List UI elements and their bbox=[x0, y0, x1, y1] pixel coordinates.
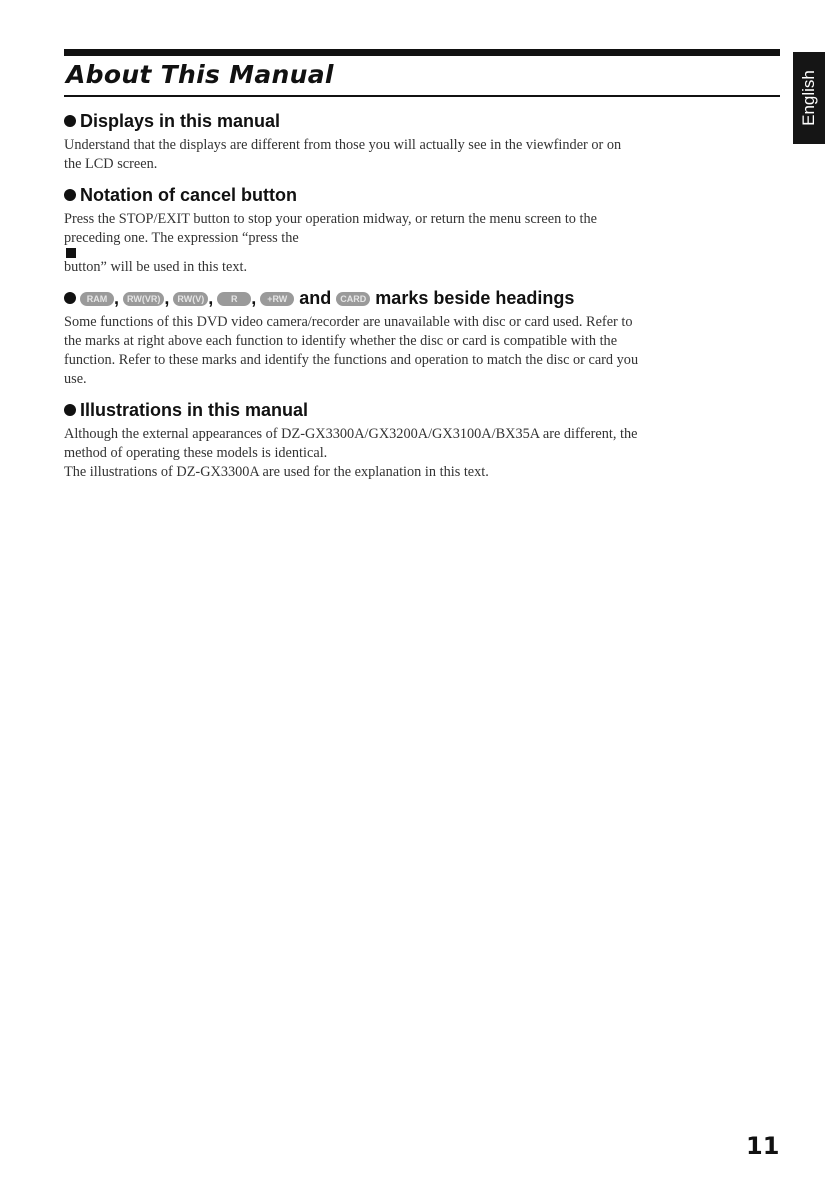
section-body-disc-marks bbox=[64, 313, 784, 389]
bullet-icon bbox=[64, 292, 76, 304]
heading-tail: marks beside headings bbox=[375, 288, 575, 308]
section-heading-illustrations: Illustrations in this manual bbox=[64, 397, 784, 423]
page-number: 11 bbox=[746, 1132, 780, 1160]
section-body-illustrations bbox=[64, 425, 784, 482]
body-line: Press the STOP/EXIT button to stop your operation midway, or return the menu screen to the bbox=[64, 211, 597, 227]
section-body-displays bbox=[64, 136, 784, 174]
bullet-icon bbox=[64, 404, 76, 416]
page-title: About This Manual bbox=[66, 60, 334, 89]
language-tab bbox=[793, 52, 825, 144]
body-line: Understand that the displays are different from those you will actually see in the viewfinder or on bbox=[64, 137, 622, 153]
body-line: use. bbox=[64, 371, 87, 387]
disc-mark-plus-rw-icon: +RW bbox=[260, 292, 294, 306]
section-heading-displays: Displays in this manual bbox=[64, 108, 784, 134]
body-line: Although the external appearances of DZ-GX3300A/GX3200A/GX3100A/BX35A are different, the bbox=[64, 426, 638, 442]
heading-and: and bbox=[299, 288, 332, 308]
title-underline bbox=[64, 95, 780, 97]
bullet-icon bbox=[64, 115, 76, 127]
body-line: The illustrations of DZ-GX3300A are used for the explanation in this text. bbox=[64, 464, 489, 480]
body-line: function. Refer to these marks and identify the functions and operation to match the disc or card you bbox=[64, 352, 639, 368]
section-heading-disc-marks: RAM , RW(VR) , RW(V) , R , +RW and CARD marks beside headings bbox=[64, 285, 784, 311]
disc-mark-ram-icon: RAM bbox=[80, 292, 114, 306]
body-line: the marks at right above each function to identify whether the disc or card is compatible with the bbox=[64, 333, 618, 349]
body-line: the LCD screen. bbox=[64, 156, 158, 172]
section-heading-cancel-button: Notation of cancel button bbox=[64, 182, 784, 208]
section-body-cancel-button bbox=[64, 210, 784, 277]
disc-mark-rw-vr-icon: RW(VR) bbox=[123, 292, 164, 306]
disc-mark-card-icon: CARD bbox=[336, 292, 370, 306]
body-line: preceding one. The expression “press the button” will be used in this text. bbox=[64, 230, 299, 275]
disc-mark-rw-v-icon: RW(V) bbox=[173, 292, 208, 306]
body-line: Some functions of this DVD video camera/recorder are unavailable with disc or card used. Refer to bbox=[64, 314, 633, 330]
page-content bbox=[64, 108, 784, 490]
disc-mark-r-icon: R bbox=[217, 292, 251, 306]
top-rule bbox=[64, 49, 780, 56]
stop-button-icon bbox=[66, 248, 76, 258]
bullet-icon bbox=[64, 189, 76, 201]
language-tab-label: English bbox=[799, 70, 818, 126]
body-line: method of operating these models is identical. bbox=[64, 445, 328, 461]
